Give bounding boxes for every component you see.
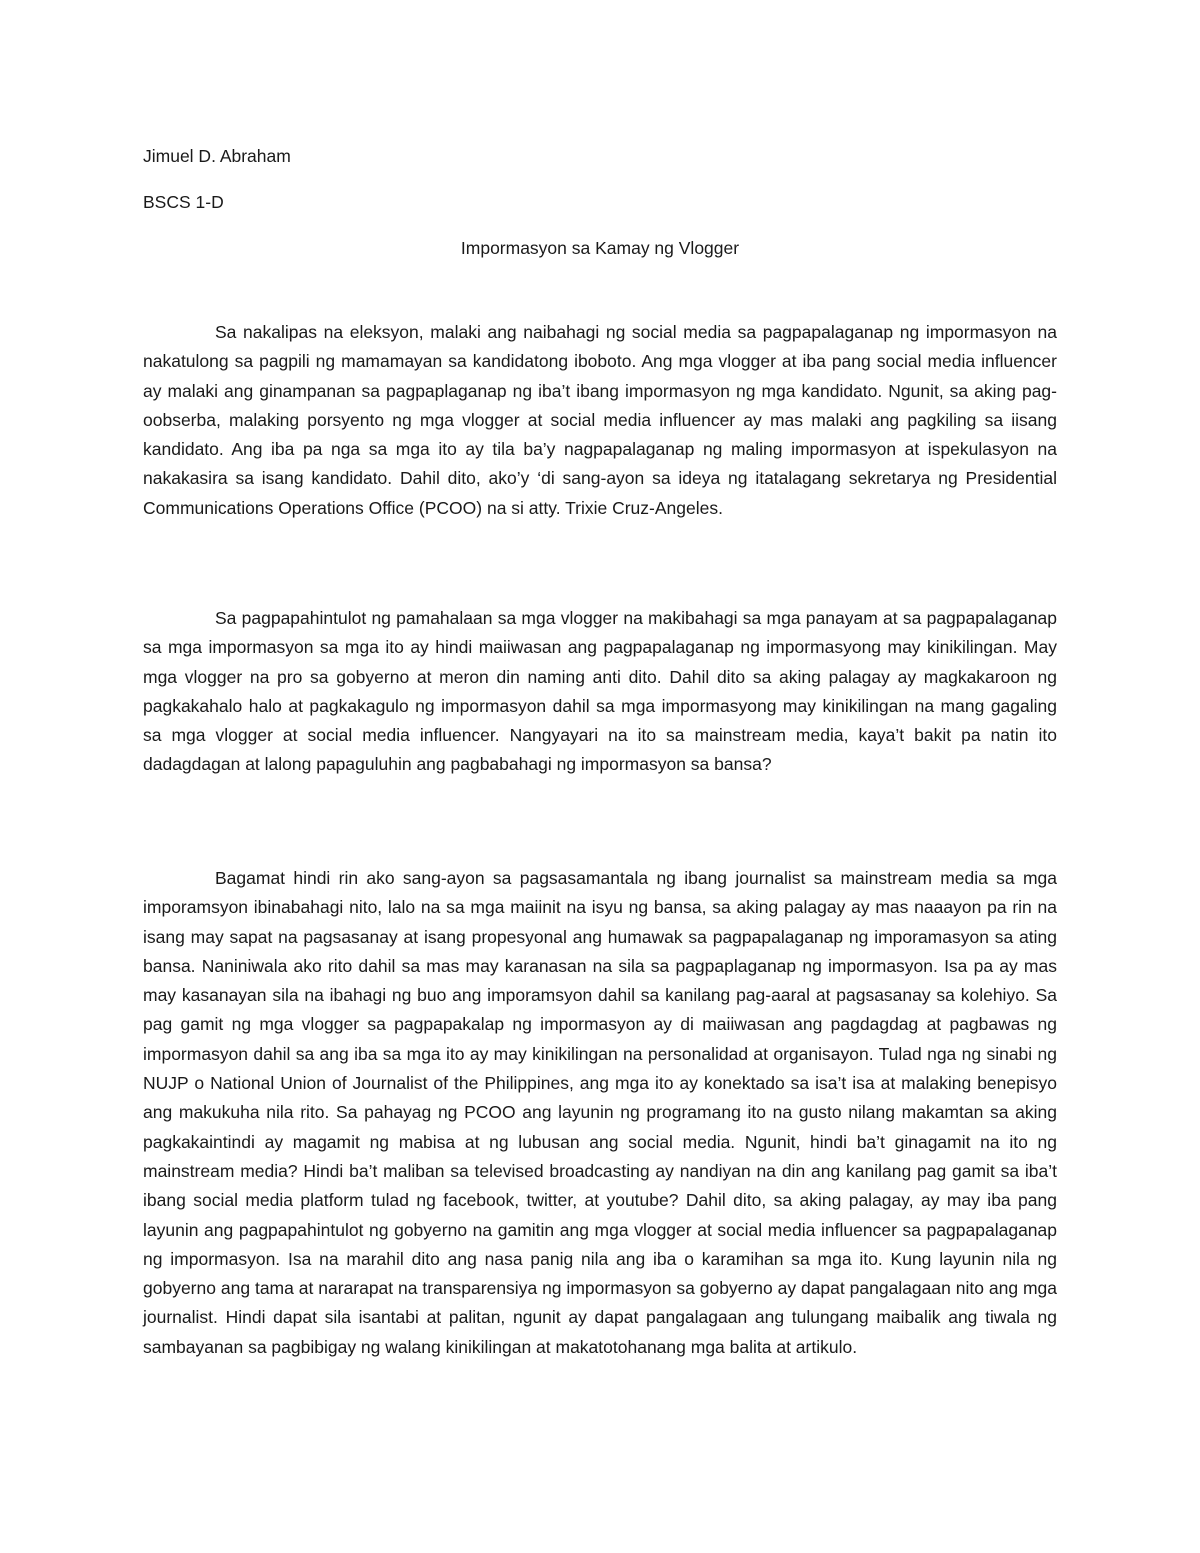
essay-title: Impormasyon sa Kamay ng Vlogger xyxy=(460,238,740,258)
paragraph-3: Bagamat hindi rin ako sang-ayon sa pagsasamantala ng ibang journalist sa mainstream media sa mga imporamsyon ibinabahagi nito, lalo na sa mga maiinit na isyu ng bansa, sa aking palagay ay mas naaayon pa rin na isang may sapat na pagsasanay at isang propesyonal ang humawak sa pagpapalaganap ng imporamasyon sa ating bansa. Naniniwala ako rito dahil sa mas may karanasan na sila sa pagpaplaganap ng impormasyon. Isa pa ay mas may kasanayan sila na ibahagi ng buo ang imporamsyon dahil sa kanilang pag-aaral at pagsasanay sa kolehiyo. Sa pag gamit ng mga vlogger sa pagpapakalap ng impormasyon ay di maiiwasan ang pagdagdag at pagbawas ng impormasyon dahil sa ang iba sa mga ito ay may kinikilingan na personalidad at organisayon. Tulad nga ng sinabi ng NUJP o National Union of Journalist of the Philippines, ang mga ito ay konektado sa isa’t isa at malaking benepisyo ang makukuha nila rito. Sa pahayag ng PCOO ang layunin ng programang ito na gusto nilang makamtan sa aking pagkakaintindi ay magamit ng mabisa at ng lubusan ang social media. Ngunit, hindi ba’t ginagamit na ito ng mainstream media? Hindi ba’t maliban sa televised broadcasting ay nandiyan na din ang kanilang pag gamit sa iba’t ibang social media platform tulad ng facebook, twitter, at youtube? Dahil dito, sa aking palagay, ay may iba pang layunin ang pagpapahintulot ng gobyerno na gamitin ang mga vlogger at social media influencer sa pagpapalaganap ng impormasyon. Isa na marahil dito ang nasa panig nila ang iba o karamihan sa mga ito. Kung layunin nila ng gobyerno ang tama at nararapat na transparensiya ng impormasyon sa gobyerno ay dapat pangalagaan nito ang mga journalist. Hindi dapat sila isantabi at palitan, ngunit ay dapat pangalagaan ang tulungang maibalik ang tiwala ng sambayanan sa pagbibigay ng walang kinikilingan at makatotohanang mga balita at artikulo. xyxy=(143,868,1057,1357)
paragraph-2: Sa pagpapahintulot ng pamahalaan sa mga vlogger na makibahagi sa mga panayam at sa pagpapalaganap sa mga impormasyon sa mga ito ay hindi maiiwasan ang pagpapalaganap ng impormasyong may kinikilingan. May mga vlogger na pro sa gobyerno at meron din naming anti dito. Dahil dito sa aking palagay ay magkakaroon ng pagkakahalo halo at pagkakagulo ng impormasyon dahil sa mga impormasyong may kinikilingan na mang gagaling sa mga vlogger at social media influencer. Nangyayari na ito sa mainstream media, kaya’t bakit pa natin ito dadagdagan at lalong papaguluhin ang pagbabahagi ng impormasyon sa bansa? xyxy=(143,608,1057,775)
paragraph-1: Sa nakalipas na eleksyon, malaki ang naibahagi ng social media sa pagpapalaganap ng impormasyon na nakatulong sa pagpili ng mamamayan sa kandidatong iboboto. Ang mga vlogger at iba pang social media influencer ay malaki ang ginampanan sa pagpaplaganap ng iba’t ibang impormasyon ng mga kandidato. Ngunit, sa aking pag-oobserba, malaking porsyento ng mga vlogger at social media influencer ay mas malaki ang pagkiling sa iisang kandidato. Ang iba pa nga sa mga ito ay tila ba’y nagpapalaganap ng maling impormasyon at ispekulasyon na nakakasira sa isang kandidato. Dahil dito, ako’y ‘di sang-ayon sa ideya ng itatalagang sekretarya ng Presidential Communications Operations Office (PCOO) na si atty. Trixie Cruz-Angeles. xyxy=(143,322,1057,518)
course-section: BSCS 1-D xyxy=(143,192,224,212)
author-name: Jimuel D. Abraham xyxy=(143,146,291,166)
